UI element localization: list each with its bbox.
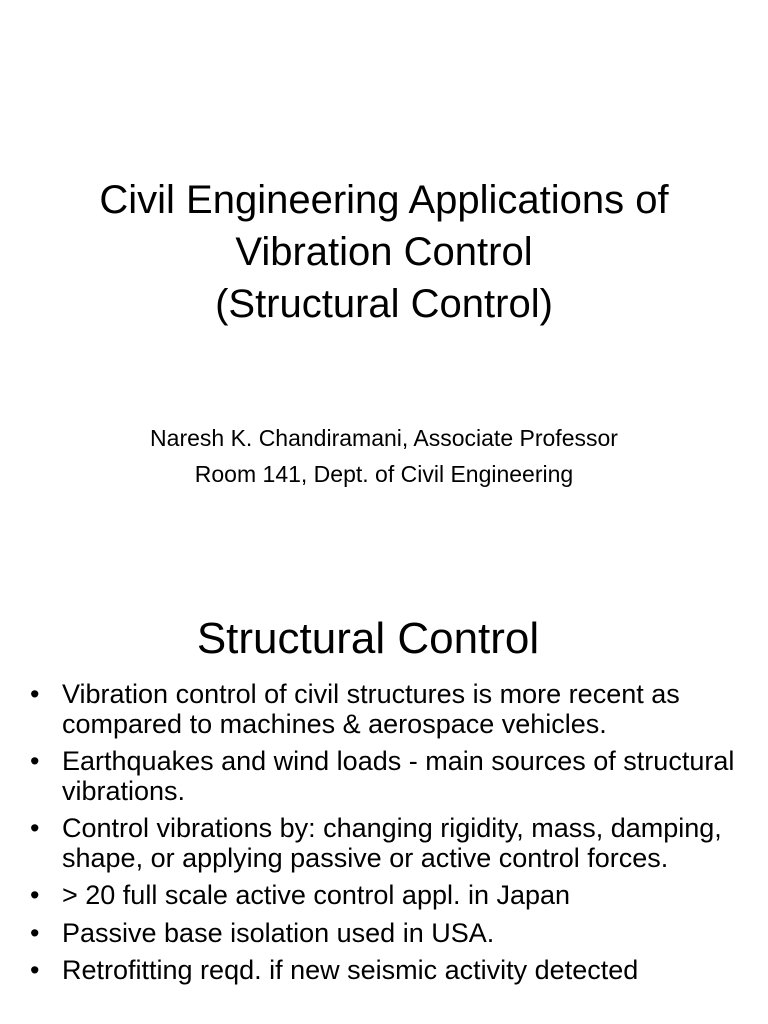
room-line: Room 141, Dept. of Civil Engineering bbox=[194, 461, 574, 487]
slide-title-line: Vibration Control bbox=[235, 230, 533, 274]
bullet-text: Retrofitting reqd. if new seismic activity detected bbox=[62, 955, 639, 985]
bullet-icon: • bbox=[30, 955, 40, 985]
slide-title bbox=[0, 174, 768, 330]
bullet-list bbox=[30, 680, 750, 994]
bullet-text: Vibration control of civil structures is more recent as compared to machines & aerospace vehicles. bbox=[62, 679, 680, 739]
bullet-text: Earthquakes and wind loads - main sources of structural vibrations. bbox=[62, 746, 735, 806]
bullet-item bbox=[30, 881, 750, 911]
bullet-icon: • bbox=[30, 679, 40, 709]
bullet-icon: • bbox=[30, 917, 40, 948]
author-line: Naresh K. Chandiramani, Associate Professor bbox=[150, 425, 618, 451]
bullet-icon: • bbox=[30, 880, 40, 910]
bullet-text: Passive base isolation used in USA. bbox=[62, 917, 495, 948]
bullet-item bbox=[30, 814, 750, 873]
bullet-item bbox=[30, 680, 750, 739]
slide-subtitle bbox=[0, 420, 768, 492]
content-slide-title: Structural Control bbox=[196, 614, 540, 663]
bullet-icon: • bbox=[30, 746, 40, 776]
bullet-item bbox=[30, 747, 750, 806]
bullet-item bbox=[30, 956, 750, 986]
bullet-text: > 20 full scale active control appl. in Japan bbox=[62, 880, 571, 910]
content-slide bbox=[0, 576, 768, 1024]
slide-title-line: (Structural Control) bbox=[215, 282, 553, 326]
bullet-icon: • bbox=[30, 813, 40, 843]
bullet-text: Control vibrations by: changing rigidity, mass, damping, shape, or applying passive or active control forces. bbox=[62, 813, 722, 873]
slide-title-line: Civil Engineering Applications of bbox=[99, 178, 669, 222]
bullet-item bbox=[30, 919, 750, 949]
